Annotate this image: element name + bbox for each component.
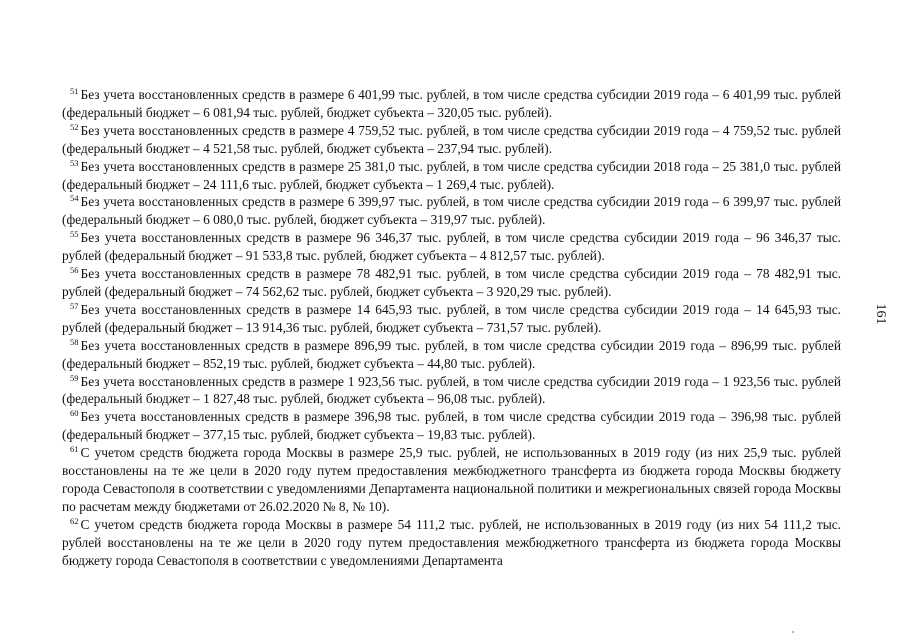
footnote-text: Без учета восстановленных средств в размере 6 399,97 тыс. рублей, в том числе средства субсидии 2019 года – 6 399,97 тыс. рублей (федеральный бюджет – 6 080,0 тыс. рублей, бюджет субъекта – 319,97 тыс. рублей). bbox=[62, 194, 841, 228]
footnote-number: 57 bbox=[70, 300, 79, 311]
footnote-text: Без учета восстановленных средств в размере 78 482,91 тыс. рублей, в том числе средства субсидии 2019 года – 78 482,91 тыс. рублей (федеральный бюджет – 74 562,62 тыс. рублей, бюджет субъекта – 3 920,29 тыс. рублей). bbox=[62, 266, 841, 299]
footnote-text: Без учета восстановленных средств в размере 396,98 тыс. рублей, в том числе средства субсидии 2019 года – 396,98 тыс. рублей (федеральный бюджет – 377,15 тыс. рублей, бюджет субъекта – 19,83 тыс. рублей). bbox=[62, 409, 841, 443]
footnote-number: 54 bbox=[70, 193, 79, 204]
footnote-number: 60 bbox=[70, 408, 79, 419]
footnote-text: Без учета восстановленных средств в размере 4 759,52 тыс. рублей, в том числе средства субсидии 2019 года – 4 759,52 тыс. рублей (федеральный бюджет – 4 521,58 тыс. рублей, бюджет субъекта – 237,94 тыс. рублей). bbox=[62, 122, 841, 156]
footnote-61 bbox=[62, 444, 841, 516]
footnote-number: 53 bbox=[70, 157, 79, 168]
footnote-text: Без учета восстановленных средств в размере 96 346,37 тыс. рублей, в том числе средства субсидии 2019 года – 96 346,37 тыс. рублей (федеральный бюджет – 91 533,8 тыс. рублей, бюджет субъекта – 4 812,57 тыс. рублей). bbox=[62, 230, 841, 264]
scan-speck bbox=[792, 631, 794, 633]
footnote-text: Без учета восстановленных средств в размере 6 401,99 тыс. рублей, в том числе средства субсидии 2019 года – 6 401,99 тыс. рублей (федеральный бюджет – 6 081,94 тыс. рублей, бюджет субъекта – 320,05 тыс. рублей). bbox=[62, 87, 841, 120]
footnote-number: 52 bbox=[70, 121, 79, 132]
footnote-number: 55 bbox=[70, 229, 79, 240]
footnote-58 bbox=[62, 337, 841, 373]
footnote-number: 59 bbox=[70, 372, 79, 383]
footnote-number: 58 bbox=[70, 336, 79, 347]
footnote-57 bbox=[62, 301, 841, 337]
footnote-number: 51 bbox=[70, 86, 79, 96]
footnote-51 bbox=[62, 86, 841, 122]
page-number: 161 bbox=[873, 303, 888, 325]
footnote-56 bbox=[62, 265, 841, 301]
footnote-60 bbox=[62, 408, 841, 444]
footnote-62 bbox=[62, 516, 841, 570]
footnote-text: Без учета восстановленных средств в размере 25 381,0 тыс. рублей, в том числе средства субсидии 2018 года – 25 381,0 тыс. рублей (федеральный бюджет – 24 111,6 тыс. рублей, бюджет субъекта – 1 269,4 тыс. рублей). bbox=[62, 158, 841, 192]
footnote-53 bbox=[62, 158, 841, 194]
footnote-59 bbox=[62, 373, 841, 409]
footnote-number: 56 bbox=[70, 265, 79, 276]
footnote-number: 61 bbox=[70, 444, 79, 455]
footnote-text: С учетом средств бюджета города Москвы в размере 54 111,2 тыс. рублей, не использованных в 2019 году (из них 54 111,2 тыс. рублей восстановлены на те же цели в 2020 году путем предоставления межбюджетного трансферта из бюджета города Москвы бюджету города Севастополя в соответствии с уведомлениями Департамента bbox=[62, 516, 841, 568]
footnotes-block bbox=[62, 86, 841, 569]
footnote-text: С учетом средств бюджета города Москвы в размере 25,9 тыс. рублей, не использованных в 2019 году (из них 25,9 тыс. рублей восстановлены на те же цели в 2020 году путем предоставления межбюджетного трансферта из бюджета города Москвы бюджету города Севастополя в соответствии с уведомлениями Департамента национальной политики и межрегиональных связей города Москвы по расчетам между бюджетами от 26.02.2020 № 8, № 10). bbox=[62, 445, 841, 514]
footnote-text: Без учета восстановленных средств в размере 896,99 тыс. рублей, в том числе средства субсидии 2019 года – 896,99 тыс. рублей (федеральный бюджет – 852,19 тыс. рублей, бюджет субъекта – 44,80 тыс. рублей). bbox=[62, 337, 841, 371]
footnote-text: Без учета восстановленных средств в размере 14 645,93 тыс. рублей, в том числе средства субсидии 2019 года – 14 645,93 тыс. рублей (федеральный бюджет – 13 914,36 тыс. рублей, бюджет субъекта – 731,57 тыс. рублей). bbox=[62, 301, 841, 335]
footnote-52 bbox=[62, 122, 841, 158]
footnote-number: 62 bbox=[70, 515, 79, 526]
footnote-55 bbox=[62, 229, 841, 265]
footnote-text: Без учета восстановленных средств в размере 1 923,56 тыс. рублей, в том числе средства субсидии 2019 года – 1 923,56 тыс. рублей (федеральный бюджет – 1 827,48 тыс. рублей, бюджет субъекта – 96,08 тыс. рублей). bbox=[62, 373, 841, 407]
footnote-54 bbox=[62, 193, 841, 229]
